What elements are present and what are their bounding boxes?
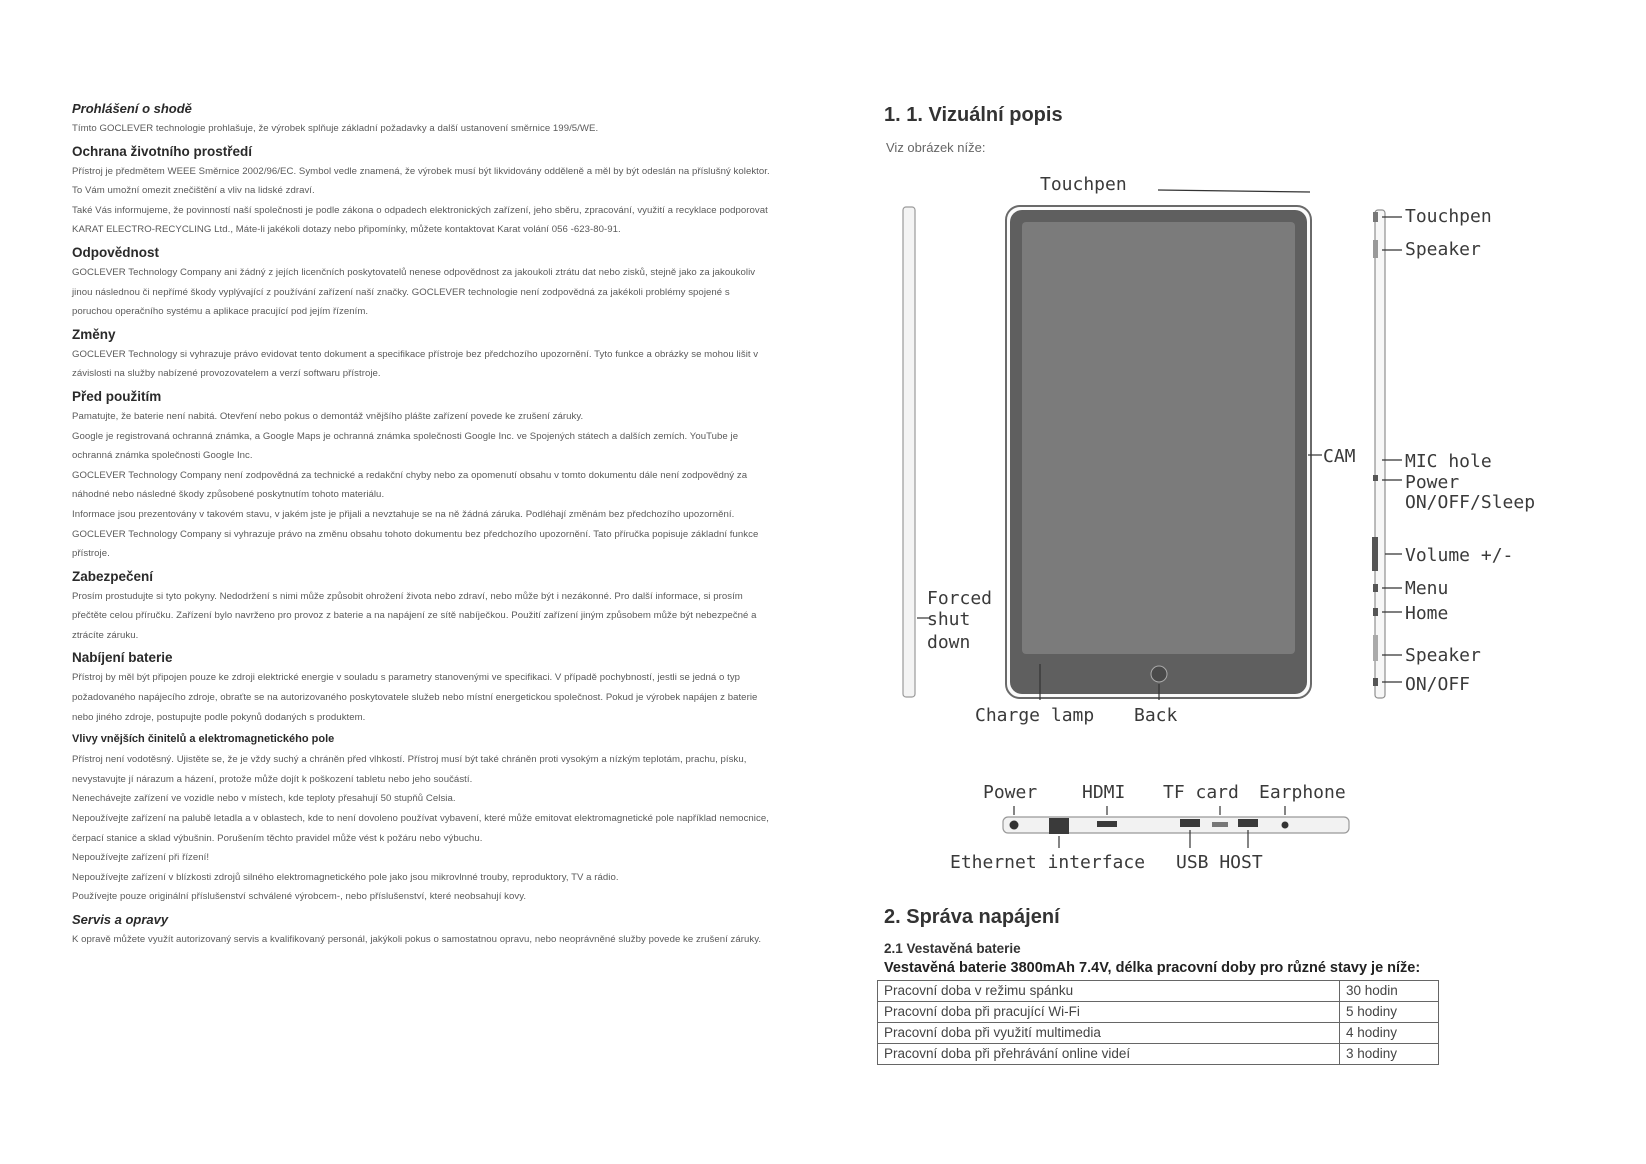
- label-forced-line3: down: [927, 632, 971, 653]
- usb-port-1-icon: [1180, 819, 1200, 827]
- tablet-screen: [1022, 222, 1295, 654]
- table-row: [878, 1044, 1439, 1065]
- section-heading: Před použitím: [72, 388, 162, 404]
- label-volume: Volume +/-: [1405, 545, 1514, 566]
- section-paragraph: Nenechávejte zařízení ve vozidle nebo v místech, kde teploty přesahují 50 stupňů Celsia.: [72, 793, 456, 805]
- section-paragraph: GOCLEVER Technology Company není zodpovědná za technické a redakční chyby nebo za opomenutí obsahu v tomto dokumentu dále není zodpovědný za náhodné nebo následné škody způsobené poskytnutím tohoto materiálu.: [72, 469, 748, 501]
- heading-power-management: 2. Správa napájení: [884, 906, 1060, 928]
- table-row: [878, 981, 1439, 1002]
- section-paragraph: Prosím prostudujte si tyto pokyny. Nedodržení s nimi může způsobit ohrožení života nebo zdraví, nebo může být i nezákonné. Pro další informace, si prosím přečtěte celou příručku. Zařízení bylo navrženo pro provoz z baterie a na napájení ze sítě nabíječkou. Použití zařízení jiným způsobem může být nebezpečné a ztrácíte záruku.: [72, 590, 757, 641]
- section-paragraph: Přístroj není vodotěsný. Ujistěte se, že je vždy suchý a chráněn před vlhkostí. Přístroj musí být také chráněn proti vysokým a nízkým teplotám, prachu, písku, nevystavujte jí nárazum a házení, protože může dojít k poškození tabletu nebo jeho součástí.: [72, 754, 747, 785]
- table-cell-mode: Pracovní doba při přehrávání online videí: [878, 1044, 1340, 1065]
- earphone-port-icon: [1282, 822, 1289, 829]
- section-paragraph: Přístroj by měl být připojen pouze ke zdroji elektrické energie v souladu s parametry stanovenými ve specifikaci. V případě pochybností, jestli se jedná o typ požadovaného napájecího zdroje, obraťte se na autorizovaného poskytovatele služeb nebo místní energetickou společnost. Pokud je výrobek napájen z baterie nebo jiného zdroje, postupujte podle pokynů dodaných s produktem.: [72, 672, 758, 723]
- section-paragraph: Také Vás informujeme, že povinností naší společnosti je podle zákona o odpadech elektronických zařízení, jeho sběru, zpracování, využití a recyklace podporovat KARAT ELECTRO-RECYCLING Ltd., Máte-li jakékoli dotazy nebo připomínky, můžete kontaktovat Karat volání 056 -623-80-91.: [72, 204, 768, 236]
- tablet-left-side: [903, 207, 915, 697]
- label-speaker-bottom: Speaker: [1405, 645, 1481, 666]
- section-paragraph: Nepoužívejte zařízení při řízení!: [72, 852, 210, 864]
- label-forced-line1: Forced: [927, 588, 993, 609]
- tablet-right-side: [1375, 210, 1385, 698]
- table-cell-time: 4 hodiny: [1340, 1023, 1439, 1044]
- table-row: [878, 1023, 1439, 1044]
- section-heading: Servis a opravy: [72, 912, 169, 927]
- section-paragraph: Pamatujte, že baterie není nabitá. Otevření nebo pokus o demontáž vnějšího plášte zařízení povede ke zrušení záruky.: [72, 410, 584, 422]
- table-cell-mode: Pracovní doba při pracující Wi-Fi: [878, 1002, 1340, 1023]
- section-paragraph: Používejte pouze originální příslušenství schválené výrobcem-, nebo příslušenství, které neobsahují kovy.: [72, 891, 527, 903]
- section-paragraph: Nepoužívejte zařízení na palubě letadla a v oblastech, kde to není dovoleno používat vybavení, které může emitovat elektromagnetické pole například nemocnice, čerpací stanice a sklad výbušnin. Porušením těchto pravidel může vést k požáru nebo výbuchu.: [72, 813, 769, 844]
- power-port-icon: [1010, 821, 1019, 830]
- label-power-line2: ON/OFF/Sleep: [1405, 492, 1536, 513]
- table-cell-mode: Pracovní doba v režimu spánku: [878, 981, 1340, 1002]
- label-port-power: Power: [983, 782, 1038, 803]
- heading-built-in-battery: 2.1 Vestavěná baterie: [884, 941, 1021, 956]
- label-menu: Menu: [1405, 578, 1449, 599]
- label-cam: CAM: [1323, 446, 1356, 467]
- usb-port-2-icon: [1238, 819, 1258, 827]
- table-cell-time: 3 hodiny: [1340, 1044, 1439, 1065]
- table-cell-mode: Pracovní doba při využití multimedia: [878, 1023, 1340, 1044]
- battery-time-table: [877, 980, 1439, 1065]
- label-touchpen-top: Touchpen: [1040, 174, 1127, 195]
- ethernet-port-icon: [1049, 818, 1069, 834]
- section-paragraph: Informace jsou prezentovány v takovém stavu, v jakém jste je přijali a nevztahuje se na ně žádná záruka. Podléhají změnám bez předchozího upozornění. GOCLEVER Technology Company si vyhrazuje právo na změnu obsahu tohoto dokumentu bez předchozího upozornění. Tato příručka popisuje základní funkce přístroje.: [72, 508, 759, 560]
- label-power-line1: Power: [1405, 472, 1460, 493]
- section-heading: Zabezpečení: [72, 568, 154, 584]
- label-forced-line2: shut: [927, 609, 971, 630]
- label-mic-hole: MIC hole: [1405, 451, 1492, 472]
- label-on-off: ON/OFF: [1405, 674, 1471, 695]
- section-paragraph: Nepoužívejte zařízení v blízkosti zdrojů silného elektromagnetického pole jako jsou mikrovlnné trouby, reproduktory, TV a rádio.: [72, 871, 619, 883]
- label-touchpen-side: Touchpen: [1405, 206, 1492, 227]
- table-row: [878, 1002, 1439, 1023]
- section-paragraph: Přístroj je předmětem WEEE Směrnice 2002/96/EC. Symbol vedle znamená, že výrobek musí být likvidovány odděleně a měl by být odeslán na příslušný kolektor. To Vám umožní omezit znečištění a vliv na lidské zdraví.: [72, 165, 770, 197]
- heading-visual-description: 1. 1. Vizuální popis: [884, 104, 1063, 126]
- section-paragraph: GOCLEVER Technology si vyhrazuje právo evidovat tento dokument a specifikace přístroje bez předchozího upozornění. Tyto funkce a obrázky se mohou lišit v závislosti na služby nabízené provozovatelem a verzí softwaru přístroje.: [72, 348, 759, 380]
- section-paragraph: Google je registrovaná ochranná známka, a Google Maps je ochranná známka společnosti Google Inc. ve Spojených státech a dalších zemích. YouTube je ochranná známka společnosti Google Inc.: [72, 430, 739, 462]
- hdmi-port-icon: [1097, 821, 1117, 827]
- section-heading: Odpovědnost: [72, 244, 159, 260]
- label-back: Back: [1134, 705, 1178, 726]
- section-paragraph: GOCLEVER Technology Company ani žádný z jejích licenčních poskytovatelů nenese odpovědnost za jakoukoli ztrátu dat nebo zisků, stejně jako za jakoukoliv jinou následnou či nepřímé škody vyplývající z používání zařízení naší značky. GOCLEVER technologie není zodpovědná za jakékoli problémy spojené s poruchou operačního systému a aplikace pracující pod jejím řízením.: [72, 266, 756, 318]
- section-heading: Ochrana životního prostředí: [72, 143, 253, 159]
- section-paragraph: K opravě můžete využít autorizovaný servis a kvalifikovaný personál, jakýkoli pokus o samostatnou opravu, nebo neoprávněné služby povede ke zrušení záruky.: [72, 934, 762, 945]
- label-port-usb: USB HOST: [1176, 852, 1263, 873]
- label-port-earphone: Earphone: [1259, 782, 1346, 803]
- label-port-ethernet: Ethernet interface: [950, 852, 1146, 873]
- section-heading: Vlivy vnějších činitelů a elektromagnetického pole: [72, 733, 335, 746]
- label-port-tfcard: TF card: [1163, 782, 1239, 803]
- tfcard-port-icon: [1212, 822, 1228, 827]
- table-cell-time: 5 hodiny: [1340, 1002, 1439, 1023]
- label-home: Home: [1405, 603, 1449, 624]
- label-charge-lamp: Charge lamp: [975, 705, 1095, 726]
- table-cell-time: 30 hodin: [1340, 981, 1439, 1002]
- section-paragraph: Tímto GOCLEVER technologie prohlašuje, že výrobek splňuje základní požadavky a další ustanovení směrnice 199/5/WE.: [72, 123, 599, 134]
- battery-spec-line: Vestavěná baterie 3800mAh 7.4V, délka pracovní doby pro různé stavy je níže:: [884, 960, 1421, 976]
- section-heading: Prohlášení o shodě: [72, 101, 192, 116]
- label-speaker-top: Speaker: [1405, 239, 1481, 260]
- section-heading: Nabíjení baterie: [72, 650, 173, 666]
- label-port-hdmi: HDMI: [1082, 782, 1126, 803]
- home-button-icon: [1151, 666, 1167, 682]
- subtitle-see-image: Viz obrázek níže:: [886, 140, 986, 155]
- section-heading: Změny: [72, 326, 116, 342]
